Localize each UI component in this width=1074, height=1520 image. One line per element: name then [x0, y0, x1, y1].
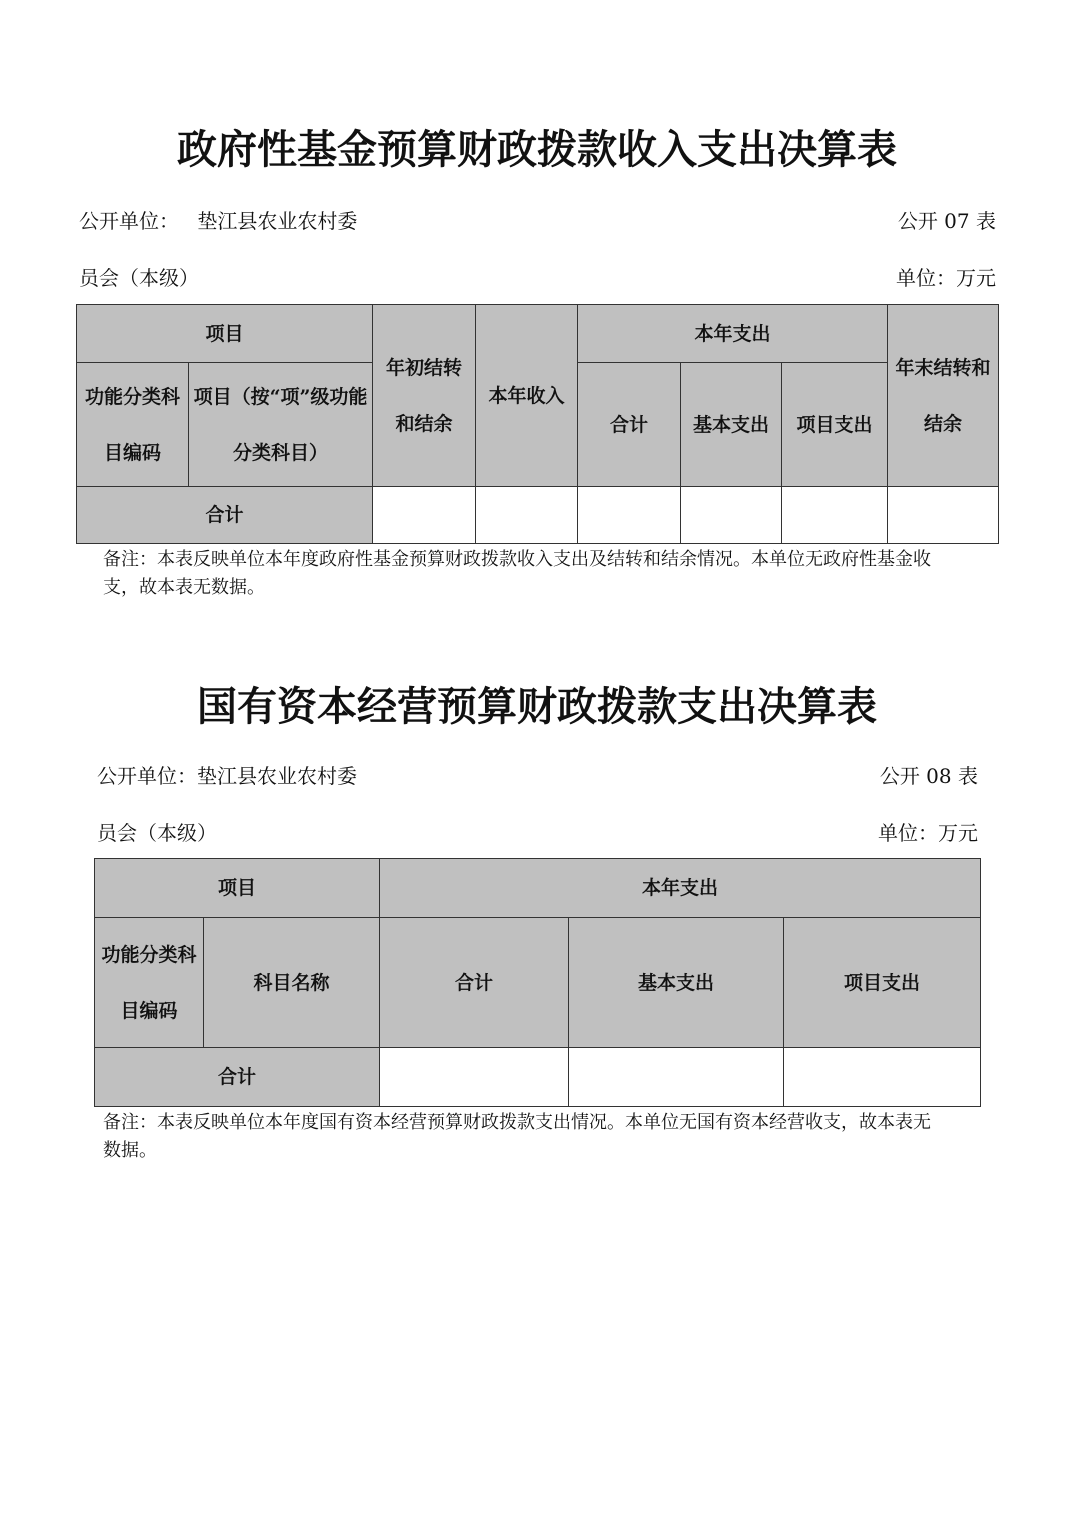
header-basic: 基本支出 — [569, 918, 784, 1048]
unit-name: 垫江县农业农村委 — [197, 209, 358, 233]
fund-table — [76, 304, 999, 544]
page-title-2: 国有资本经营预算财政拨款支出决算表 — [197, 683, 877, 730]
unit-name-cont-1: 员会（本级） — [79, 266, 199, 290]
header-expense: 本年支出 — [578, 305, 888, 363]
currency-unit-2: 单位：万元 — [878, 821, 978, 845]
unit-info-2: 公开单位：垫江县农业农村委 — [97, 764, 357, 788]
header-project: 项目支出 — [784, 918, 981, 1048]
header-project: 项目支出 — [782, 363, 888, 487]
header-total: 合计 — [578, 363, 681, 487]
cell-empty — [476, 487, 578, 544]
header-expense: 本年支出 — [380, 859, 981, 918]
table-row — [95, 1048, 981, 1107]
unit-label: 公开单位： — [79, 209, 179, 233]
total-row-label: 合计 — [77, 487, 373, 544]
table-number-1: 公开 07 表 — [897, 209, 996, 233]
page-title-1: 政府性基金预算财政拨款收入支出决算表 — [177, 126, 897, 173]
total-row-label: 合计 — [95, 1048, 380, 1107]
header-code: 功能分类科 目编码 — [95, 918, 204, 1048]
cell-empty — [784, 1048, 981, 1107]
cell-empty — [569, 1048, 784, 1107]
cell-empty — [782, 487, 888, 544]
header-end-balance: 年末结转和 结余 — [888, 305, 999, 487]
cell-empty — [380, 1048, 569, 1107]
header-income: 本年收入 — [476, 305, 578, 487]
cell-empty — [373, 487, 476, 544]
note-1: 备注：本表反映单位本年度政府性基金预算财政拨款收入支出及结转和结余情况。本单位无政府性基金收 支，故本表无数据。 — [103, 549, 931, 598]
unit-name-cont-2: 员会（本级） — [97, 821, 217, 845]
header-code: 功能分类科 目编码 — [77, 363, 189, 487]
header-begin-balance: 年初结转 和结余 — [373, 305, 476, 487]
header-total: 合计 — [380, 918, 569, 1048]
table-number-2: 公开 08 表 — [879, 764, 978, 788]
cell-empty — [888, 487, 999, 544]
cell-empty — [578, 487, 681, 544]
cell-empty — [681, 487, 782, 544]
table-row — [77, 487, 999, 544]
note-2: 备注：本表反映单位本年度国有资本经营预算财政拨款支出情况。本单位无国有资本经营收支，故本表无 数据。 — [103, 1112, 931, 1161]
header-subject-name: 科目名称 — [204, 918, 380, 1048]
header-item: 项目 — [95, 859, 380, 918]
header-basic: 基本支出 — [681, 363, 782, 487]
header-item: 项目 — [77, 305, 373, 363]
header-subject: 项目（按“项”级功能 分类科目） — [189, 363, 373, 487]
capital-table — [94, 858, 981, 1107]
unit-info-1 — [79, 205, 357, 234]
currency-unit-1: 单位：万元 — [896, 266, 996, 290]
